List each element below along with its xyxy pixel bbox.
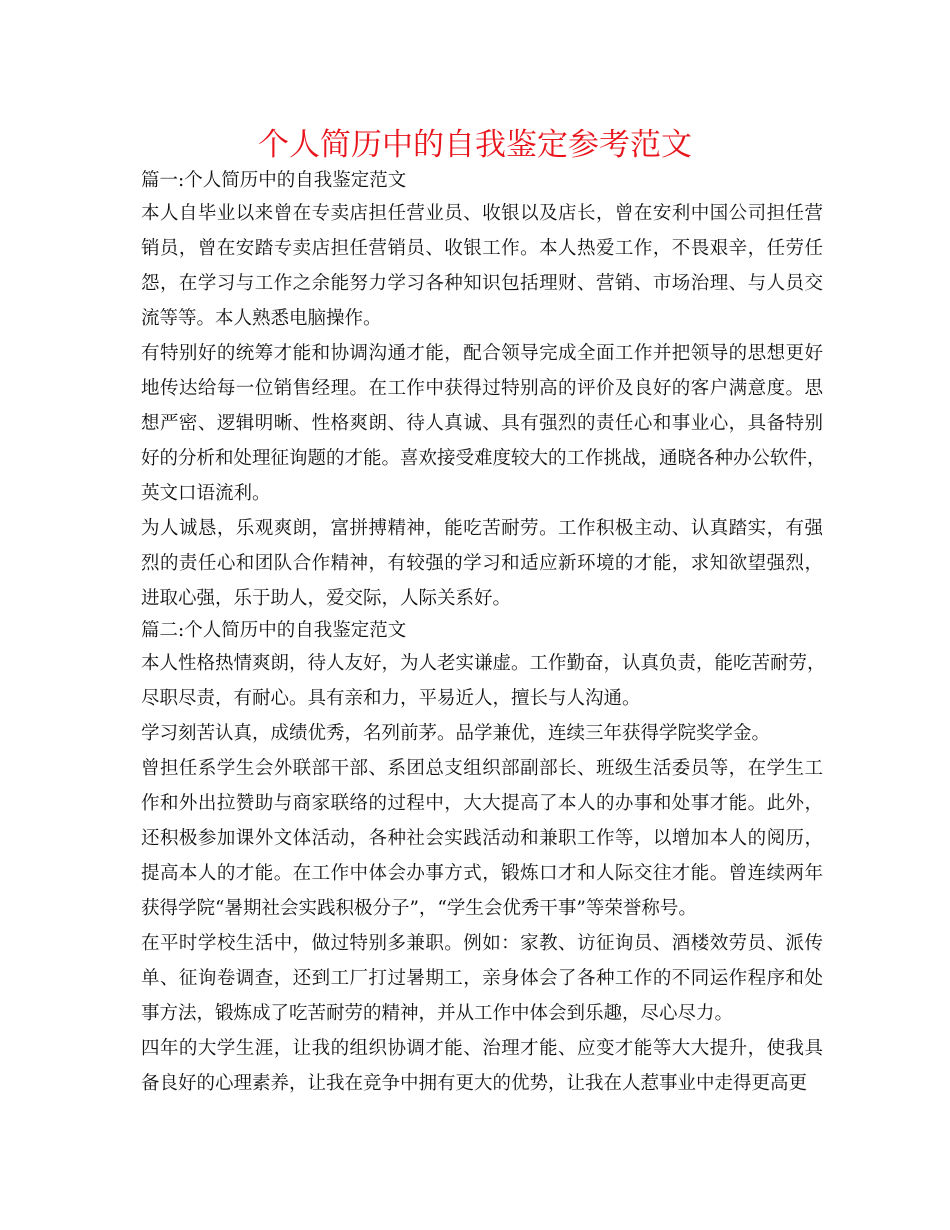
- text-line: 英文口语流利。: [141, 483, 271, 504]
- text-line: 提高本人的才能。在工作中体会办事方式，锻炼口才和人际交往才能。曾连续两年: [141, 863, 823, 884]
- text-line: 怨，在学习与工作之余能努力学习各种知识包括理财、营销、市场治理、与人员交: [141, 273, 823, 294]
- text-line: 想严密、逻辑明晰、性格爽朗、待人真诚、具有强烈的责任心和事业心，具备特别: [141, 413, 823, 434]
- text-line: 销员，曾在安踏专卖店担任营销员、收银工作。本人热爱工作，不畏艰辛，任劳任: [141, 238, 823, 259]
- text-line: 四年的大学生涯，让我的组织协调才能、治理才能、应变才能等大大提升，使我具: [141, 1038, 823, 1059]
- text-line: 本人性格热情爽朗，待人友好，为人老实谦虚。工作勤奋，认真负责，能吃苦耐劳，: [141, 653, 826, 674]
- text-line: 本人自毕业以来曾在专卖店担任营业员、收银以及店长，曾在安利中国公司担任营: [141, 203, 823, 224]
- text-line: 为人诚恳，乐观爽朗，富拼搏精神，能吃苦耐劳。工作积极主动、认真踏实，有强: [141, 518, 823, 539]
- text-line: 好的分析和处理征询题的才能。喜欢接受难度较大的工作挑战，通晓各种办公软件，: [141, 448, 826, 469]
- section-heading: 篇一:个人简历中的自我鉴定范文: [141, 170, 407, 191]
- text-line: 还积极参加课外文体活动，各种社会实践活动和兼职工作等，以增加本人的阅历，: [141, 828, 823, 849]
- text-line: 地传达给每一位销售经理。在工作中获得过特别高的评价及良好的客户满意度。思: [141, 378, 823, 399]
- text-line: 曾担任系学生会外联部干部、系团总支组织部副部长、班级生活委员等，在学生工: [141, 758, 823, 779]
- section-heading: 篇二:个人简历中的自我鉴定范文: [141, 620, 407, 641]
- paragraph: [141, 716, 823, 751]
- paragraph: [141, 751, 823, 926]
- text-line: 尽职尽责，有耐心。具有亲和力，平易近人，擅长与人沟通。: [141, 688, 641, 709]
- text-line: 获得学院“暑期社会实践积极分子”，“学生会优秀干事”等荣誉称号。: [141, 898, 697, 919]
- text-line: 备良好的心理素养，让我在竞争中拥有更大的优势，让我在人惹事业中走得更高更: [141, 1073, 808, 1094]
- text-line: 在平时学校生活中，做过特别多兼职。例如：家教、访征询员、酒楼效劳员、派传: [141, 933, 823, 954]
- text-line: 学习刻苦认真，成绩优秀，名列前茅。品学兼优，连续三年获得学院奖学金。: [141, 723, 771, 744]
- text-line: 流等等。本人熟悉电脑操作。: [141, 308, 382, 329]
- text-line: 单、征询卷调查，还到工厂打过暑期工，亲身体会了各种工作的不同运作程序和处: [141, 968, 823, 989]
- text-line: 事方法，锻炼成了吃苦耐劳的精神，并从工作中体会到乐趣，尽心尽力。: [141, 1003, 734, 1024]
- paragraph: [141, 646, 826, 716]
- paragraph: [141, 196, 823, 336]
- text-line: 进取心强，乐于助人，爱交际，人际关系好。: [141, 588, 512, 609]
- text-line: 烈的责任心和团队合作精神，有较强的学习和适应新环境的才能，求知欲望强烈，: [141, 553, 823, 574]
- text-line: 作和外出拉赞助与商家联络的过程中，大大提高了本人的办事和处事才能。此外，: [141, 793, 823, 814]
- text-line: 有特别好的统筹才能和协调沟通才能，配合领导完成全面工作并把领导的思想更好: [141, 343, 823, 364]
- paragraph: [141, 511, 823, 616]
- document-body: [141, 166, 826, 1101]
- paragraph: [141, 336, 826, 511]
- paragraph: [141, 926, 823, 1031]
- document-title: 个人简历中的自我鉴定参考范文: [258, 127, 692, 163]
- paragraph: [141, 1031, 823, 1101]
